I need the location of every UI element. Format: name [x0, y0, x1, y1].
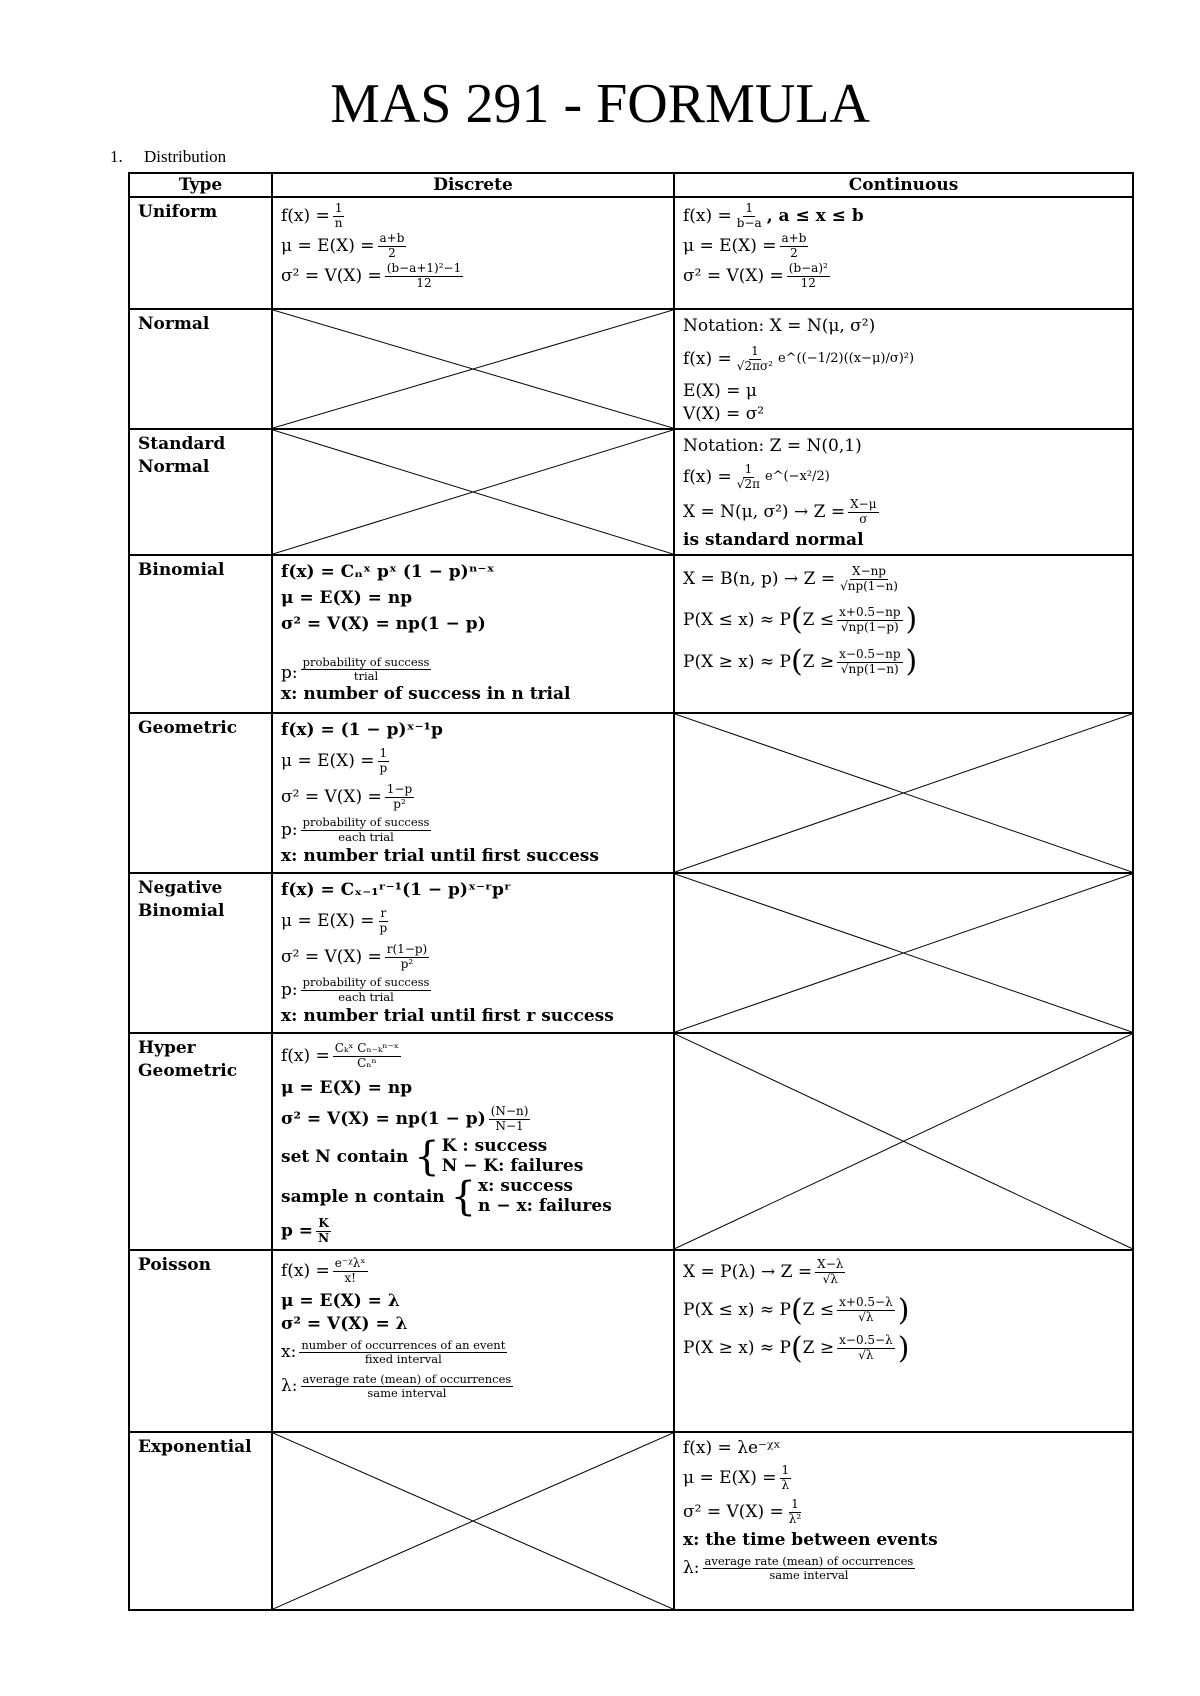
row-exponential: [129, 1432, 1133, 1610]
type-exponential: Exponential: [129, 1432, 272, 1610]
page-title: MAS 291 - FORMULA: [330, 73, 870, 135]
type-geometric: Geometric: [129, 713, 272, 873]
row-uniform: [129, 197, 1133, 309]
binomial-continuous: X = B(n, p) → Z = $\frac{X-np}{√np(1-n)}$ P(X ≤ x) ≈ P ( Z ≤ $\frac{x+0.5-np}{√np(1-p)}$ ) P(X ≥ x) ≈ P ( Z ≥ $\frac{x-0.5-np}{√np(1-n)}$ ): [674, 555, 1133, 713]
row-hyper-geometric: [129, 1033, 1133, 1250]
row-standard-normal: [129, 429, 1133, 555]
binomial-discrete: f(x) = Cₙˣ pˣ (1 − p)ⁿ⁻ˣ μ = E(X) = np σ² = V(X) = np(1 − p) p: $\frac{\text{probability of success}}{\text{trial}}$ x: number of success in n trial: [272, 555, 674, 713]
normal-exponent: e^((−1/2)((x−μ)/σ)²): [777, 351, 915, 367]
cross-out-mark: [675, 714, 1132, 872]
cross-out-mark: [273, 310, 673, 428]
type-normal: Normal: [129, 309, 272, 429]
type-poisson: Poisson: [129, 1250, 272, 1432]
uniform-discrete: f(x) = $\frac{1}{n}$ μ = E(X) = $\frac{a+b}{2}$ σ² = V(X) = $\frac{\text{(b−a+1)²−1}}{12}$: [272, 197, 674, 309]
cross-out-mark: [273, 430, 673, 554]
hyper-geometric-discrete: f(x) = $\frac{\text{Cₖˣ Cₙ₋ₖⁿ⁻ˣ}}{\text{Cₙⁿ}}$ μ = E(X) = np σ² = V(X) = np(1 − p) $\frac{(N-n)}{N-1}$ set N contain { K : success N − K: failures sample n contain { x: success n − x: failures p = $\frac{K}{N}$: [272, 1033, 674, 1250]
geometric-discrete: f(x) = (1 − p)ˣ⁻¹p μ = E(X) = $\frac{1}{p}$ σ² = V(X) = $\frac{1-p}{\text{p²}}$ p: $\frac{\text{probability of success}}{\text{each trial}}$ x: number trial until first success: [272, 713, 674, 873]
uniform-continuous: f(x) = $\frac{1}{b-a}$ , a ≤ x ≤ b μ = E(X) = $\frac{a+b}{2}$ σ² = V(X) = $\frac{\text{(b−a)²}}{12}$: [674, 197, 1133, 309]
cross-out-mark: [675, 1034, 1132, 1249]
type-negative-binomial: Negative Binomial: [129, 873, 272, 1033]
type-uniform: Uniform: [129, 197, 272, 309]
row-binomial: [129, 555, 1133, 713]
negative-binomial-discrete: f(x) = Cₓ₋₁ʳ⁻¹(1 − p)ˣ⁻ʳpʳ μ = E(X) = $\frac{r}{p}$ σ² = V(X) = $\frac{r(1-p)}{\text{p²}}$ p: $\frac{\text{probability of success}}{\text{each trial}}$ x: number trial until first r success: [272, 873, 674, 1033]
negative-binomial-continuous-empty: [674, 873, 1133, 1033]
normal-discrete-empty: [272, 309, 674, 429]
hyper-geometric-continuous-empty: [674, 1033, 1133, 1250]
section-heading: [110, 147, 226, 167]
row-poisson: [129, 1250, 1133, 1432]
type-binomial: Binomial: [129, 555, 272, 713]
geometric-continuous-empty: [674, 713, 1133, 873]
section-number: 1.: [110, 147, 123, 166]
row-negative-binomial: [129, 873, 1133, 1033]
normal-continuous: Notation: X = N(μ, σ²) f(x) = $\frac{1}{\text{√2πσ²}}$ e^((−1/2)((x−μ)/σ)²) E(X) = μ V(X) = σ²: [674, 309, 1133, 429]
row-geometric: [129, 713, 1133, 873]
type-hyper-geometric: Hyper Geometric: [129, 1033, 272, 1250]
cross-out-mark: [273, 1433, 673, 1609]
standard-normal-discrete-empty: [272, 429, 674, 555]
formula-table: [128, 172, 1134, 1611]
cross-out-mark: [675, 874, 1132, 1032]
row-normal: [129, 309, 1133, 429]
header-discrete: Discrete: [272, 173, 674, 197]
header-continuous: Continuous: [674, 173, 1133, 197]
standard-normal-continuous: Notation: Z = N(0,1) f(x) = $\frac{1}{√2\pi}$ e^(−x²/2) X = N(μ, σ²) → Z = $\frac{X-\mu}{\sigma}$ is standard normal: [674, 429, 1133, 555]
header-type: Type: [129, 173, 272, 197]
poisson-discrete: f(x) = $\frac{\text{e⁻ᵡλˣ}}{x!}$ μ = E(X) = λ σ² = V(X) = λ x: $\frac{\text{number of occurrences of an event}}{\text{fixed interval}}$ λ: $\frac{\text{average rate (mean) of occurrences}}{\text{same interval}}$: [272, 1250, 674, 1432]
exponential-continuous: f(x) = λe⁻ᵡˣ μ = E(X) = $\frac{1}{\lambda}$ σ² = V(X) = $\frac{1}{\text{λ²}}$ x: the time between events λ: $\frac{\text{average rate (mean) of occurrences}}{\text{same interval}}$: [674, 1432, 1133, 1610]
exponential-discrete-empty: [272, 1432, 674, 1610]
poisson-continuous: X = P(λ) → Z = $\frac{X-\lambda}{√\lambda}$ P(X ≤ x) ≈ P ( Z ≤ $\frac{x+0.5-\lambda}{√\lambda}$ ) P(X ≥ x) ≈ P ( Z ≥ $\frac{x-0.5-\lambda}{√\lambda}$ ): [674, 1250, 1133, 1432]
header-row: [129, 173, 1133, 197]
type-standard-normal: Standard Normal: [129, 429, 272, 555]
section-label: Distribution: [144, 147, 227, 166]
